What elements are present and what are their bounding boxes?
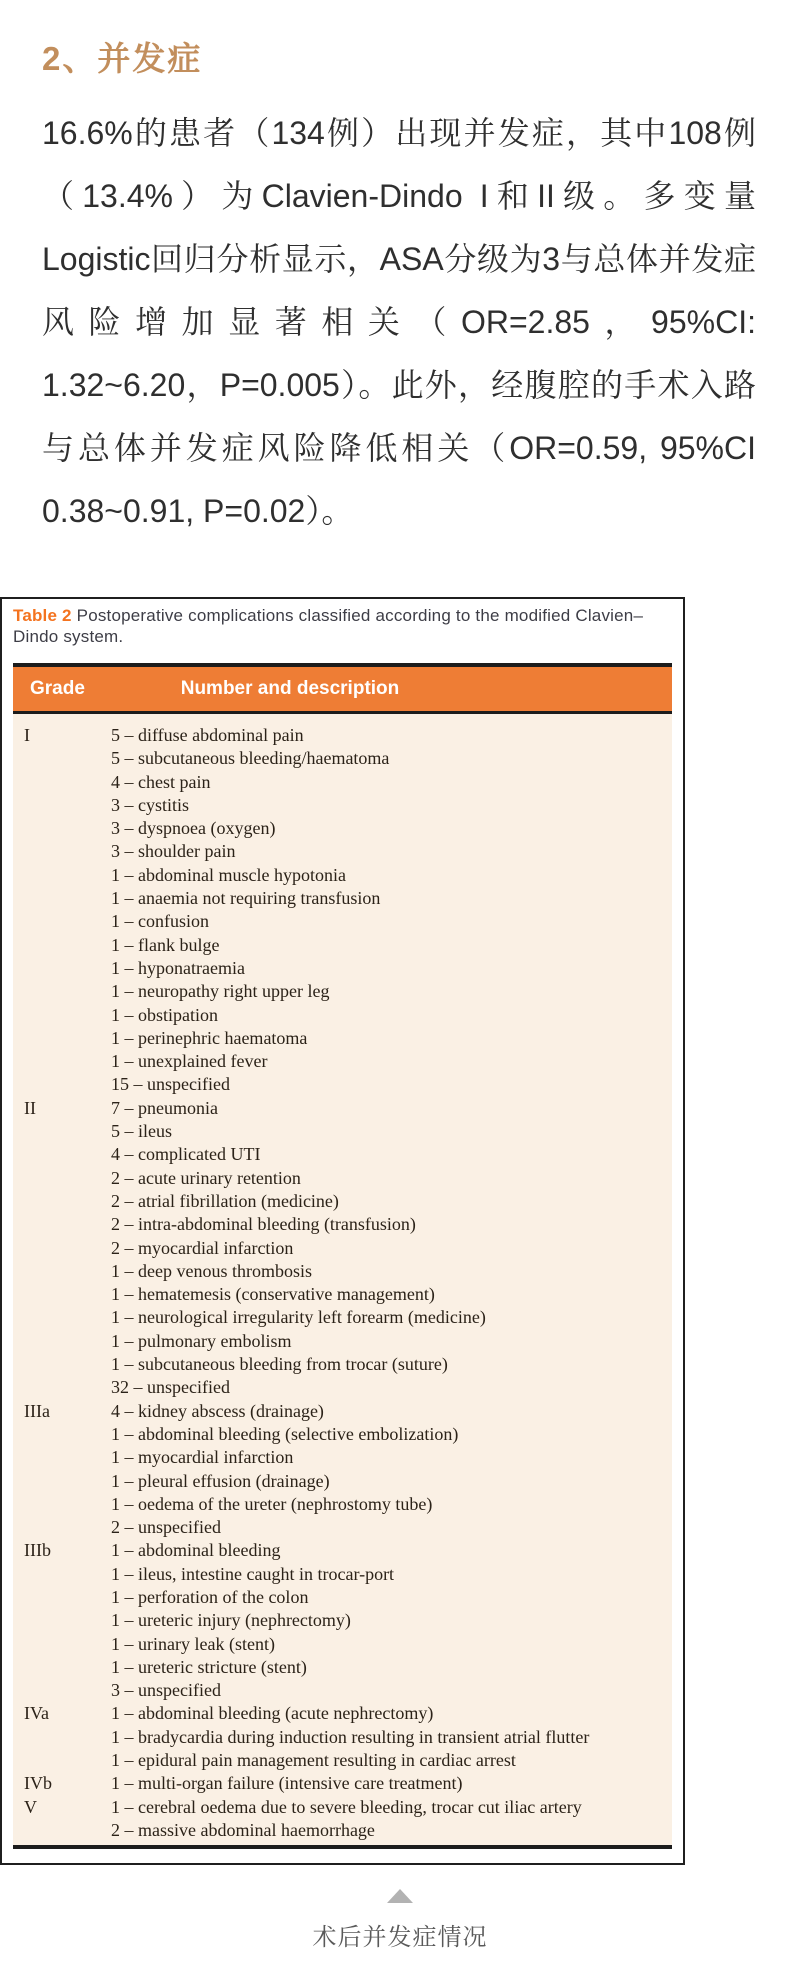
items-cell bbox=[111, 1796, 672, 1843]
table-caption-text: Postoperative complications classified according to the modified Clavien–Dindo system. bbox=[13, 606, 644, 646]
complication-item: 2 – intra-abdominal bleeding (transfusion) bbox=[111, 1214, 416, 1235]
complication-item: 3 – dyspnoea (oxygen) bbox=[111, 818, 276, 839]
complication-item: 1 – subcutaneous bleeding from trocar (suture) bbox=[111, 1354, 448, 1375]
complication-item: 2 – massive abdominal haemorrhage bbox=[111, 1819, 375, 1840]
complication-item: 1 – ureteric stricture (stent) bbox=[111, 1656, 307, 1677]
complication-item: 1 – abdominal bleeding bbox=[111, 1540, 281, 1561]
table-row bbox=[13, 1097, 672, 1400]
complication-item: 1 – unexplained fever bbox=[111, 1051, 268, 1072]
table-row bbox=[13, 1772, 672, 1795]
complication-item: 3 – shoulder pain bbox=[111, 841, 236, 862]
table-header-row bbox=[13, 663, 672, 714]
table-row bbox=[13, 1796, 672, 1843]
table-body bbox=[13, 714, 672, 1849]
complication-item: 5 – diffuse abdominal pain bbox=[111, 725, 304, 745]
complication-item: 2 – atrial fibrillation (medicine) bbox=[111, 1190, 339, 1211]
table-row bbox=[13, 1400, 672, 1540]
complication-item: 1 – cerebral oedema due to severe bleeding, trocar cut iliac artery bbox=[111, 1796, 582, 1817]
table-figure bbox=[0, 597, 685, 1865]
items-cell bbox=[111, 1539, 672, 1702]
complication-item: 4 – chest pain bbox=[111, 771, 211, 792]
table-row bbox=[13, 724, 672, 1097]
complication-item: 1 – pulmonary embolism bbox=[111, 1330, 292, 1351]
complication-item: 1 – multi-organ failure (intensive care treatment) bbox=[111, 1773, 463, 1794]
complication-item: 7 – pneumonia bbox=[111, 1097, 218, 1118]
grade-cell: IIIa bbox=[24, 1400, 50, 1421]
complication-item: 1 – perinephric haematoma bbox=[111, 1027, 308, 1048]
complication-item: 3 – cystitis bbox=[111, 794, 190, 815]
complication-item: 4 – complicated UTI bbox=[111, 1144, 261, 1165]
complication-item: 1 – abdominal bleeding (acute nephrectomy) bbox=[111, 1703, 434, 1724]
complication-item: 1 – ureteric injury (nephrectomy) bbox=[111, 1610, 351, 1631]
complication-item: 1 – neurological irregularity left forearm (medicine) bbox=[111, 1307, 486, 1328]
complication-item: 5 – subcutaneous bleeding/haematoma bbox=[111, 748, 390, 769]
complication-item: 2 – unspecified bbox=[111, 1517, 221, 1538]
items-cell bbox=[111, 1772, 672, 1795]
figure-caption-block bbox=[0, 1889, 800, 1952]
items-cell bbox=[111, 1400, 672, 1540]
complication-item: 1 – confusion bbox=[111, 911, 209, 932]
column-header-description: Number and description bbox=[180, 678, 400, 699]
complication-item: 1 – myocardial infarction bbox=[111, 1447, 294, 1468]
complication-item: 1 – anaemia not requiring transfusion bbox=[111, 888, 381, 909]
grade-cell: I bbox=[24, 725, 30, 745]
complication-item: 1 – obstipation bbox=[111, 1004, 218, 1025]
section-heading: 2、并发症 bbox=[42, 40, 203, 77]
complication-item: 1 – urinary leak (stent) bbox=[111, 1633, 275, 1654]
items-cell bbox=[111, 1097, 672, 1400]
complication-item: 1 – perforation of the colon bbox=[111, 1586, 309, 1607]
grade-cell: IVb bbox=[24, 1773, 52, 1794]
complication-item: 1 – flank bulge bbox=[111, 934, 220, 955]
table-row bbox=[13, 1702, 672, 1772]
table-row bbox=[13, 1539, 672, 1702]
complication-item: 1 – hematemesis (conservative management) bbox=[111, 1284, 435, 1305]
complication-item: 3 – unspecified bbox=[111, 1680, 221, 1701]
complication-item: 32 – unspecified bbox=[111, 1377, 230, 1398]
complication-item: 1 – pleural effusion (drainage) bbox=[111, 1470, 330, 1491]
items-cell bbox=[111, 724, 672, 1097]
grade-cell: IIIb bbox=[24, 1540, 51, 1561]
complication-item: 1 – epidural pain management resulting in cardiac arrest bbox=[111, 1750, 516, 1771]
complication-item: 2 – myocardial infarction bbox=[111, 1237, 294, 1258]
complication-item: 1 – abdominal bleeding (selective embolization) bbox=[111, 1423, 459, 1444]
complication-item: 5 – ileus bbox=[111, 1121, 172, 1142]
complications-table bbox=[13, 663, 672, 1849]
complication-item: 1 – neuropathy right upper leg bbox=[111, 981, 330, 1002]
table-caption-label: Table 2 bbox=[13, 606, 72, 625]
complication-item: 2 – acute urinary retention bbox=[111, 1167, 301, 1188]
complication-item: 1 – ileus, intestine caught in trocar-port bbox=[111, 1563, 395, 1584]
complication-item: 1 – abdominal muscle hypotonia bbox=[111, 864, 346, 885]
complication-item: 15 – unspecified bbox=[111, 1074, 230, 1095]
complication-item: 1 – oedema of the ureter (nephrostomy tube) bbox=[111, 1493, 433, 1514]
grade-cell: II bbox=[24, 1097, 36, 1118]
grade-cell: IVa bbox=[24, 1703, 49, 1724]
grade-cell: V bbox=[24, 1796, 37, 1817]
body-paragraph: 16.6%的患者（134例）出现并发症，其中108例（13.4%）为Clavien-Dindo I和II级。多变量Logistic回归分析显示，ASA分级为3与总体并发症风险增加显著相关（OR=2.85，95%CI: 1.32~6.20，P=0.005）。此外，经腹腔的手术入路与总体并发症风险降低相关（OR=0.59, 95%CI 0.38~0.91, P=0.02）。 bbox=[42, 115, 756, 529]
complication-item: 4 – kidney abscess (drainage) bbox=[111, 1400, 324, 1421]
items-cell bbox=[111, 1702, 672, 1772]
triangle-up-icon bbox=[387, 1889, 413, 1903]
table-caption bbox=[13, 605, 653, 647]
complication-item: 1 – deep venous thrombosis bbox=[111, 1260, 312, 1281]
complication-item: 1 – bradycardia during induction resulting in transient atrial flutter bbox=[111, 1726, 590, 1747]
complication-item: 1 – hyponatraemia bbox=[111, 957, 245, 978]
figure-caption: 术后并发症情况 bbox=[312, 1924, 488, 1952]
column-header-grade: Grade bbox=[30, 678, 85, 699]
